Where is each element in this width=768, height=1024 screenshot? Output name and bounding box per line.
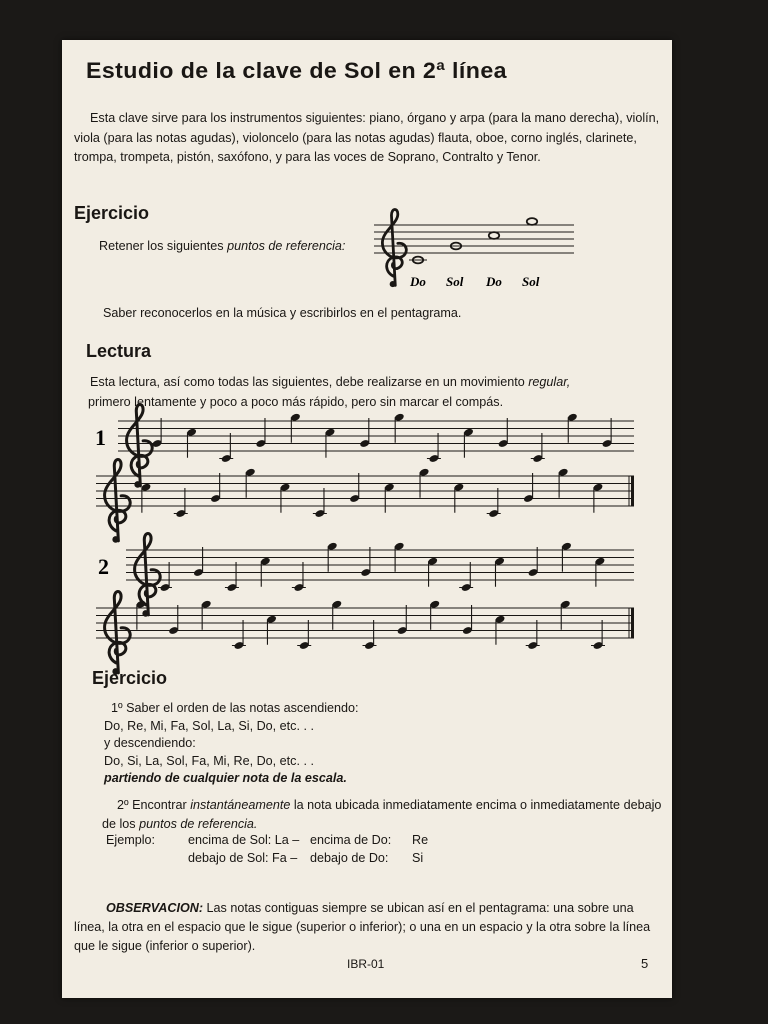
example-cell: debajo de Sol: Fa – [188,851,298,865]
ref-label-do: Do [410,274,426,289]
quarter-note [462,605,473,635]
reference-points-text [99,239,345,253]
quarter-note [494,557,505,587]
quarter-note [495,615,506,645]
whole-note [489,232,499,239]
quarter-note [292,562,306,592]
quarter-note [384,483,395,513]
quarter-note [602,418,613,448]
quarter-note [201,600,212,630]
reference-text-plain: Retener los siguientes [99,239,228,253]
quarter-note [193,547,204,577]
quarter-note [297,620,311,650]
quarter-note [186,428,197,458]
lectura-paragraph [90,373,660,412]
reference-staff [374,216,594,306]
quarter-note [593,483,604,513]
quarter-note [245,468,256,498]
quarter-note [487,488,501,518]
example-row [106,849,428,867]
exercise-2-system-2 [96,591,634,674]
quarter-note [459,562,473,592]
treble-clef-icon [105,591,131,674]
quarter-note [260,557,271,587]
exercise-number-2: 2 [98,554,109,579]
quarter-note [359,418,370,448]
exercise-2-staves [62,540,672,655]
example-cell: encima de Do: [310,833,392,847]
quarter-note [331,600,342,630]
exercise-1-system-1 [118,404,634,487]
item2-text-after: la nota ubicada inmediatamente encima o inmediatamente debajo de los [102,798,662,831]
quarter-note [325,428,336,458]
quarter-note [255,418,266,448]
quarter-note [427,433,441,463]
intro-paragraph: Esta clave sirve para los instrumentos siguientes: piano, órgano y arpa (para la mano derecha), violín, viola (para las notas agudas), violoncelo (para las notas agudas) flauta, oboe, corno inglés, clarinete, trompa, trompeta, pistón, saxófono, y para las voces de Soprano, Contralto y Tenor. [74,111,660,164]
example-label: Ejemplo: [106,833,155,847]
quarter-note [210,473,221,503]
quarter-note [266,615,277,645]
quarter-note [526,620,540,650]
example-row [106,831,428,849]
footer-code: IBR-01 [347,957,385,971]
quarter-note [463,428,474,458]
ejercicio-2-list [104,700,359,788]
quarter-note [397,605,408,635]
quarter-note [219,433,233,463]
ejercicio-heading-2: Ejercicio [92,668,168,688]
quarter-note [523,473,534,503]
item1-line: Do, Si, La, Sol, Fa, Mi, Re, Do, etc. . . [104,753,314,768]
exercise-number-1: 1 [95,425,106,450]
observacion-text: Las notas contiguas siempre se ubican así en el pentagrama: una sobre una línea, la otra en el espacio que le sigue (superior o inferior); o una en un espacio y la otra sobre la línea que le sigue (inferior o superior). [74,901,651,953]
ref-label-sol: Sol [446,274,464,289]
example-label-empty [106,849,188,867]
quarter-note [427,557,438,587]
quarter-note [168,605,179,635]
quarter-note [363,620,377,650]
exercise-1-system-2 [96,459,634,542]
book-page [62,40,672,998]
quarter-note [429,600,440,630]
lectura-heading: Lectura [86,341,152,361]
whole-note [527,218,537,225]
quarter-note [531,433,545,463]
quarter-note [560,600,571,630]
quarter-note [152,418,163,448]
quarter-note [232,620,246,650]
quarter-note [528,547,539,577]
quarter-note [394,542,405,572]
exercise-1-staves [62,412,672,522]
item2-text: 2º Encontrar [117,798,191,812]
recognize-text: Saber reconocerlos en la música y escribirlos en el pentagrama. [103,306,462,320]
item2-italic: instantáneamente [190,798,291,812]
example-cell: encima de Sol: La – [188,833,300,847]
page-title: Estudio de la clave de Sol en 2ª línea [86,58,507,83]
item1-line: 1º Saber el orden de las notas ascendiendo: [111,701,359,715]
quarter-note [327,542,338,572]
quarter-note [561,542,572,572]
reference-note-labels [409,274,540,289]
quarter-note [290,413,301,443]
item1-line: Do, Re, Mi, Fa, Sol, La, Si, Do, etc. . . [104,718,314,733]
quarter-note [591,620,605,650]
quarter-note [349,473,360,503]
reference-text-italic: puntos de referencia: [227,239,346,253]
treble-clef-icon [382,209,406,287]
example-cell: Re [412,833,429,847]
quarter-note [141,483,152,513]
item2-italic-2: puntos de referencia. [139,817,258,831]
observacion-label: OBSERVACION: [106,901,204,915]
lectura-italic: regular, [528,375,571,389]
quarter-note [567,413,578,443]
ejercicio-2-item2 [102,796,668,834]
quarter-note [313,488,327,518]
observacion-paragraph [74,899,666,956]
quarter-note [558,468,569,498]
staff-lines [374,225,574,253]
lectura-text-line2: primero lentamente y poco a poco más rápido, pero sin marcar el compás. [88,394,504,409]
quarter-note [453,483,464,513]
quarter-note [360,547,371,577]
quarter-note [225,562,239,592]
example-cell: Si [412,851,424,865]
item1-line: y descendiendo: [104,736,196,750]
example-cell: debajo de Do: [310,851,389,865]
quarter-note [498,418,509,448]
treble-clef-icon [127,404,153,487]
quarter-note [174,488,188,518]
page-number: 5 [641,956,649,971]
ref-label-sol-2: Sol [522,274,540,289]
quarter-note [280,483,291,513]
example-table [106,831,428,867]
quarter-note [394,413,405,443]
treble-clef-icon [382,209,406,287]
treble-clef-icon [105,459,131,542]
lectura-text: Esta lectura, así como todas las siguientes, debe realizarse en un movimiento [90,375,529,389]
quarter-note [419,468,430,498]
quarter-note [595,557,606,587]
ejercicio-heading: Ejercicio [74,203,150,223]
item1-bold-italic: partiendo de cualquier nota de la escala. [104,771,347,785]
ref-label-do-2: Do [486,274,502,289]
